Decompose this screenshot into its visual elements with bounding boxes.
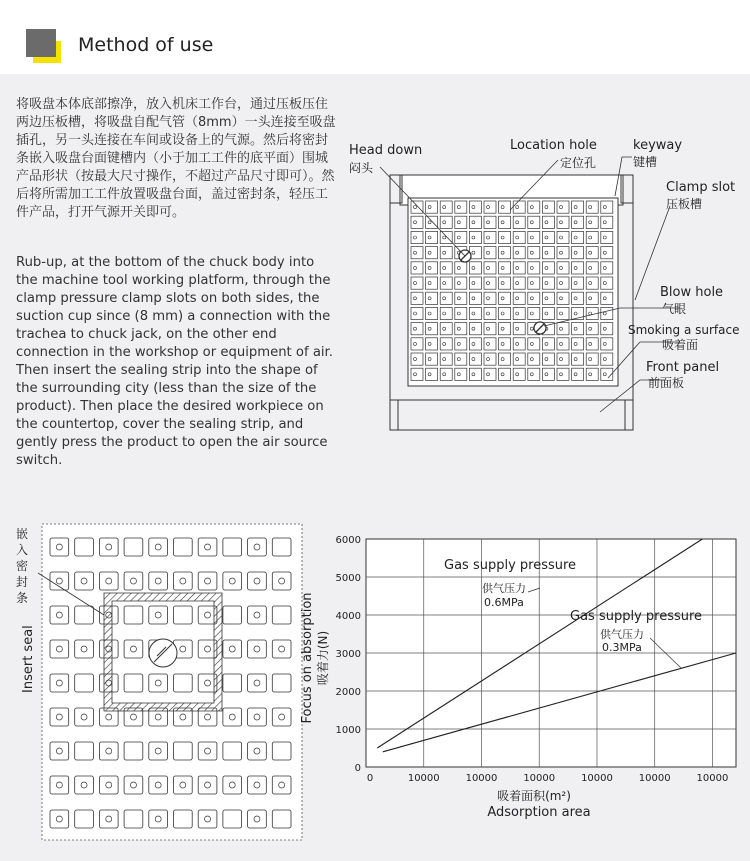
chuck-cell	[557, 292, 569, 304]
y-tick-label: 1000	[335, 725, 361, 736]
chuck-cell	[513, 277, 525, 289]
series-1-name-cn: 供气压力	[482, 582, 526, 595]
chuck-cell	[557, 368, 569, 380]
chuck-cell	[528, 292, 540, 304]
seal-cell	[99, 742, 118, 760]
instructions-en: Rub-up, at the bottom of the chuck body into the machine tool working platform, through the clamp pressure clamp slots on both sides, the suction cup since (8 mm) a connection with the trachea to chuck jack, on the other end connection in the workshop or equipment of air. Then insert the sealing strip into the shape of the surrounding city (less than the size of the product). Then place the desired workpiece on the countertop, cover the sealing strip, and gently press the product to open the air source switch.	[16, 255, 333, 468]
chuck-cell	[455, 307, 467, 319]
chuck-cell	[426, 247, 438, 259]
chuck-cell	[426, 277, 438, 289]
chuck-cell	[528, 201, 540, 213]
seal-cell	[75, 776, 94, 794]
chuck-cell	[601, 231, 613, 243]
chuck-cell	[528, 307, 540, 319]
chuck-cell	[469, 307, 481, 319]
seal-cell	[75, 572, 94, 590]
chuck-cell	[557, 201, 569, 213]
x-tick-label: 10000	[523, 773, 556, 784]
seal-cell	[75, 810, 94, 828]
seal-cell	[248, 606, 267, 624]
seal-cell	[198, 810, 217, 828]
chuck-cell	[601, 247, 613, 259]
seal-cell	[272, 606, 291, 624]
chuck-cell	[411, 292, 423, 304]
chuck-cell	[455, 262, 467, 274]
y-axis-label-cn: 吸着力(N)	[316, 630, 330, 686]
chuck-cell	[469, 201, 481, 213]
seal-cell	[149, 538, 168, 556]
seal-cell	[50, 538, 69, 556]
chuck-cell	[586, 201, 598, 213]
chuck-cell	[426, 307, 438, 319]
seal-cell	[272, 776, 291, 794]
chuck-cell	[484, 368, 496, 380]
chuck-cell	[455, 231, 467, 243]
seal-cell	[223, 674, 242, 692]
seal-cell	[124, 538, 143, 556]
chuck-cell	[469, 216, 481, 228]
chuck-cell	[572, 323, 584, 335]
chuck-cell	[542, 216, 554, 228]
chuck-cell	[557, 323, 569, 335]
chuck-cell	[528, 231, 540, 243]
chuck-cell	[513, 201, 525, 213]
seal-cell	[75, 742, 94, 760]
chuck-cell	[469, 323, 481, 335]
label-blow-hole: Blow hole	[660, 285, 724, 300]
seal-cell	[50, 674, 69, 692]
chuck-cell	[601, 323, 613, 335]
label-clamp-slot: Clamp slot	[666, 180, 736, 195]
chuck-cell	[499, 368, 511, 380]
x-tick-label: 10000	[638, 773, 671, 784]
x-axis-label-en: Adsorption area	[487, 805, 591, 820]
seal-cell	[248, 674, 267, 692]
label-blow-hole-cn: 气眼	[662, 302, 687, 316]
label-surface-cn: 吸着面	[662, 338, 699, 352]
chuck-cell	[601, 216, 613, 228]
seal-cell	[174, 572, 193, 590]
chuck-cell	[440, 216, 452, 228]
chuck-cell	[557, 353, 569, 365]
chuck-cell	[411, 368, 423, 380]
y-tick-label: 5000	[335, 573, 361, 584]
chuck-cell	[557, 231, 569, 243]
chuck-cell	[557, 277, 569, 289]
chuck-cell	[440, 277, 452, 289]
chuck-cell	[455, 292, 467, 304]
seal-cell	[223, 572, 242, 590]
seal-cell	[149, 674, 168, 692]
chuck-cell	[484, 277, 496, 289]
chuck-cell	[557, 262, 569, 274]
chuck-cell	[557, 247, 569, 259]
chuck-cell	[455, 201, 467, 213]
seal-cell	[248, 572, 267, 590]
chuck-cell	[542, 368, 554, 380]
series-1-name: Gas supply pressure	[444, 558, 577, 573]
seal-cell	[198, 742, 217, 760]
chuck-cell	[601, 201, 613, 213]
seal-diagram	[8, 518, 308, 848]
seal-cell	[272, 810, 291, 828]
chuck-cell	[572, 231, 584, 243]
chuck-cell	[455, 216, 467, 228]
seal-cell	[223, 742, 242, 760]
chuck-cell	[426, 338, 438, 350]
chuck-cell	[411, 338, 423, 350]
chuck-cell	[440, 292, 452, 304]
x-tick-label: 10000	[581, 773, 613, 784]
chuck-cell	[455, 353, 467, 365]
x-tick-label: 10000	[407, 773, 440, 784]
chuck-cell	[601, 292, 613, 304]
chuck-cell	[469, 277, 481, 289]
series-2-name-cn: 供气压力	[600, 628, 644, 641]
chuck-cell	[411, 277, 423, 289]
seal-cell	[50, 742, 69, 760]
chuck-cell	[586, 292, 598, 304]
seal-cell	[272, 538, 291, 556]
series-2-pressure: 0.3MPa	[602, 641, 642, 654]
seal-cell	[248, 708, 267, 726]
chuck-cell	[499, 353, 511, 365]
chuck-cell	[586, 323, 598, 335]
seal-cell	[50, 572, 69, 590]
chuck-cell	[528, 368, 540, 380]
chuck-cell	[513, 323, 525, 335]
chuck-cell	[499, 338, 511, 350]
label-surface: Smoking a surface	[628, 323, 740, 337]
chuck-cell	[513, 353, 525, 365]
label-head-down-cn: 闷头	[349, 161, 374, 175]
chuck-cell	[528, 353, 540, 365]
chuck-cell	[411, 323, 423, 335]
chuck-cell	[586, 216, 598, 228]
chuck-cell	[513, 231, 525, 243]
seal-cell	[272, 640, 291, 658]
chuck-cell	[601, 307, 613, 319]
seal-cell	[50, 776, 69, 794]
chuck-cell	[469, 262, 481, 274]
seal-cell	[174, 538, 193, 556]
chuck-cell	[440, 247, 452, 259]
chuck-cell	[484, 338, 496, 350]
seal-cell	[174, 674, 193, 692]
chuck-cell	[440, 262, 452, 274]
seal-cell	[198, 776, 217, 794]
chuck-cell	[513, 307, 525, 319]
chuck-cell	[484, 216, 496, 228]
seal-cell	[248, 742, 267, 760]
y-tick-label: 4000	[335, 611, 361, 622]
seal-cell	[124, 572, 143, 590]
seal-label-cn: 嵌入密封条	[16, 527, 29, 605]
seal-cell	[124, 810, 143, 828]
seal-label-en: Insert seal	[21, 625, 36, 693]
seal-cell	[75, 606, 94, 624]
chuck-cell	[411, 307, 423, 319]
chuck-cell	[513, 338, 525, 350]
label-front-panel-cn: 前面板	[648, 376, 685, 390]
chuck-cell	[542, 338, 554, 350]
chuck-cell	[484, 307, 496, 319]
chuck-diagram	[340, 130, 745, 440]
chuck-cell	[426, 368, 438, 380]
label-clamp-slot-cn: 压板槽	[666, 197, 703, 211]
label-location-hole-cn: 定位孔	[560, 156, 597, 170]
y-tick-label: 0	[354, 763, 361, 774]
x-axis-label-cn: 吸着面积(m²)	[497, 789, 571, 803]
chuck-cell	[572, 292, 584, 304]
label-front-panel: Front panel	[646, 360, 720, 375]
chuck-cell	[542, 292, 554, 304]
chuck-cell	[499, 307, 511, 319]
chuck-cell	[455, 277, 467, 289]
chuck-cell	[542, 262, 554, 274]
seal-cell	[99, 810, 118, 828]
seal-cell	[198, 572, 217, 590]
chuck-cell	[557, 307, 569, 319]
seal-cell	[149, 606, 168, 624]
chuck-cell	[572, 277, 584, 289]
chuck-cell	[542, 247, 554, 259]
chuck-cell	[528, 262, 540, 274]
chuck-cell	[440, 368, 452, 380]
x-tick-label: 0	[366, 773, 374, 784]
chuck-cell	[484, 231, 496, 243]
chuck-cell	[513, 262, 525, 274]
chuck-cell	[542, 353, 554, 365]
chuck-cell	[469, 368, 481, 380]
chuck-cell	[528, 247, 540, 259]
seal-cell	[248, 776, 267, 794]
chuck-cell	[586, 262, 598, 274]
seal-cell	[50, 606, 69, 624]
seal-cell	[75, 674, 94, 692]
seal-cell	[272, 674, 291, 692]
seal-cell	[149, 742, 168, 760]
chuck-cell	[513, 368, 525, 380]
chuck-cell	[455, 338, 467, 350]
chuck-cell	[469, 292, 481, 304]
chuck-cell	[440, 353, 452, 365]
chuck-cell	[484, 247, 496, 259]
chuck-cell	[440, 323, 452, 335]
chuck-cell	[586, 277, 598, 289]
seal-cell	[149, 810, 168, 828]
chuck-cell	[499, 247, 511, 259]
chuck-cell	[440, 231, 452, 243]
chuck-cell	[513, 216, 525, 228]
chuck-cell	[528, 216, 540, 228]
chuck-cell	[484, 201, 496, 213]
chuck-cell	[499, 277, 511, 289]
chuck-cell	[601, 277, 613, 289]
seal-cell	[223, 538, 242, 556]
chuck-cell	[499, 262, 511, 274]
chuck-cell	[469, 338, 481, 350]
x-tick-label: 10000	[696, 773, 729, 784]
header	[0, 0, 750, 74]
y-tick-label: 2000	[335, 687, 361, 698]
instructions-cn: 将吸盘本体底部擦净，放入机床工作台，通过压板压住两边压板槽，将吸盘自配气管（8mm）一头连接至吸盘插孔，另一头连接在车间或设备上的气源。然后将密封条嵌入吸盘台面键槽内（小于加工工件的底平面）围城产品形状（按最大尺寸操作，不超过产品尺寸即可）。然后将所需加工工件放置吸盘台面，盖过密封条，轻压工件产品，打开气源开关即可。	[16, 97, 336, 220]
chuck-cell	[440, 307, 452, 319]
chuck-cell	[586, 247, 598, 259]
chuck-cell	[455, 323, 467, 335]
chuck-cell	[586, 338, 598, 350]
chuck-cell	[426, 201, 438, 213]
chuck-cell	[484, 323, 496, 335]
chuck-cell	[572, 247, 584, 259]
chuck-cell	[601, 338, 613, 350]
seal-cell	[124, 674, 143, 692]
seal-cell	[149, 572, 168, 590]
chuck-cell	[440, 201, 452, 213]
seal-cell	[99, 776, 118, 794]
seal-cell	[75, 640, 94, 658]
seal-cell	[174, 776, 193, 794]
header-accent-gray	[26, 29, 56, 57]
chuck-cell	[426, 216, 438, 228]
chuck-cell	[572, 216, 584, 228]
page-title: Method of use	[78, 34, 214, 56]
chuck-cell	[455, 368, 467, 380]
series-2-name: Gas supply pressure	[570, 609, 703, 624]
seal-cell	[124, 742, 143, 760]
chuck-cell	[484, 292, 496, 304]
seal-cell	[223, 708, 242, 726]
chuck-cell	[557, 216, 569, 228]
seal-cell	[149, 776, 168, 794]
chuck-cell	[528, 338, 540, 350]
chuck-cell	[499, 201, 511, 213]
chuck-cell	[411, 231, 423, 243]
seal-cell	[124, 640, 143, 658]
seal-cell	[174, 742, 193, 760]
chuck-cell	[542, 277, 554, 289]
seal-cell	[174, 810, 193, 828]
chuck-cell	[499, 292, 511, 304]
seal-cell	[75, 538, 94, 556]
chuck-cell	[572, 201, 584, 213]
seal-cell	[99, 572, 118, 590]
chuck-cell	[557, 338, 569, 350]
seal-cell	[50, 640, 69, 658]
seal-cell	[223, 810, 242, 828]
chuck-cell	[426, 262, 438, 274]
chuck-cell	[426, 353, 438, 365]
seal-cell	[223, 606, 242, 624]
label-location-hole: Location hole	[510, 138, 597, 153]
chuck-cell	[411, 262, 423, 274]
chuck-cell	[513, 247, 525, 259]
label-keyway-cn: 键槽	[633, 155, 658, 169]
seal-cell	[50, 810, 69, 828]
chuck-cell	[572, 368, 584, 380]
chuck-cell	[499, 231, 511, 243]
y-tick-label: 3000	[335, 649, 361, 660]
x-tick-label: 10000	[465, 773, 498, 784]
seal-cell	[75, 708, 94, 726]
chuck-cell	[572, 338, 584, 350]
seal-cell	[99, 538, 118, 556]
seal-cell	[248, 810, 267, 828]
label-head-down: Head down	[349, 143, 423, 158]
seal-cell	[174, 606, 193, 624]
chuck-cell	[499, 323, 511, 335]
chuck-cell	[426, 231, 438, 243]
chuck-cell	[411, 247, 423, 259]
chuck-cell	[572, 262, 584, 274]
chuck-cell	[542, 307, 554, 319]
chuck-cell	[601, 353, 613, 365]
adsorption-chart	[296, 528, 748, 858]
seal-cell	[272, 572, 291, 590]
chuck-cell	[513, 292, 525, 304]
seal-cell	[223, 776, 242, 794]
chuck-cell	[586, 368, 598, 380]
chuck-cell	[586, 231, 598, 243]
seal-cell	[223, 640, 242, 658]
seal-cell	[272, 708, 291, 726]
chuck-cell	[411, 353, 423, 365]
seal-cell	[50, 708, 69, 726]
chuck-cell	[528, 277, 540, 289]
label-keyway: keyway	[633, 138, 683, 153]
chuck-cell	[440, 338, 452, 350]
chuck-cell	[411, 216, 423, 228]
seal-cell	[124, 606, 143, 624]
chuck-cell	[586, 353, 598, 365]
seal-cell	[272, 742, 291, 760]
chuck-cell	[484, 353, 496, 365]
seal-cell	[248, 538, 267, 556]
chuck-cell	[426, 292, 438, 304]
chuck-cell	[499, 216, 511, 228]
chuck-cell	[542, 201, 554, 213]
seal-cell	[124, 776, 143, 794]
chuck-cell	[601, 262, 613, 274]
y-axis-label-en: Focus on absorption	[300, 592, 315, 724]
chuck-cell	[426, 323, 438, 335]
y-tick-label: 6000	[335, 535, 361, 546]
seal-cell	[198, 538, 217, 556]
chuck-cell	[411, 201, 423, 213]
chuck-cell	[469, 231, 481, 243]
series-1-pressure: 0.6MPa	[484, 596, 524, 609]
chuck-cell	[484, 262, 496, 274]
chuck-cell	[572, 353, 584, 365]
seal-cell	[248, 640, 267, 658]
chuck-cell	[542, 231, 554, 243]
chuck-cell	[469, 353, 481, 365]
